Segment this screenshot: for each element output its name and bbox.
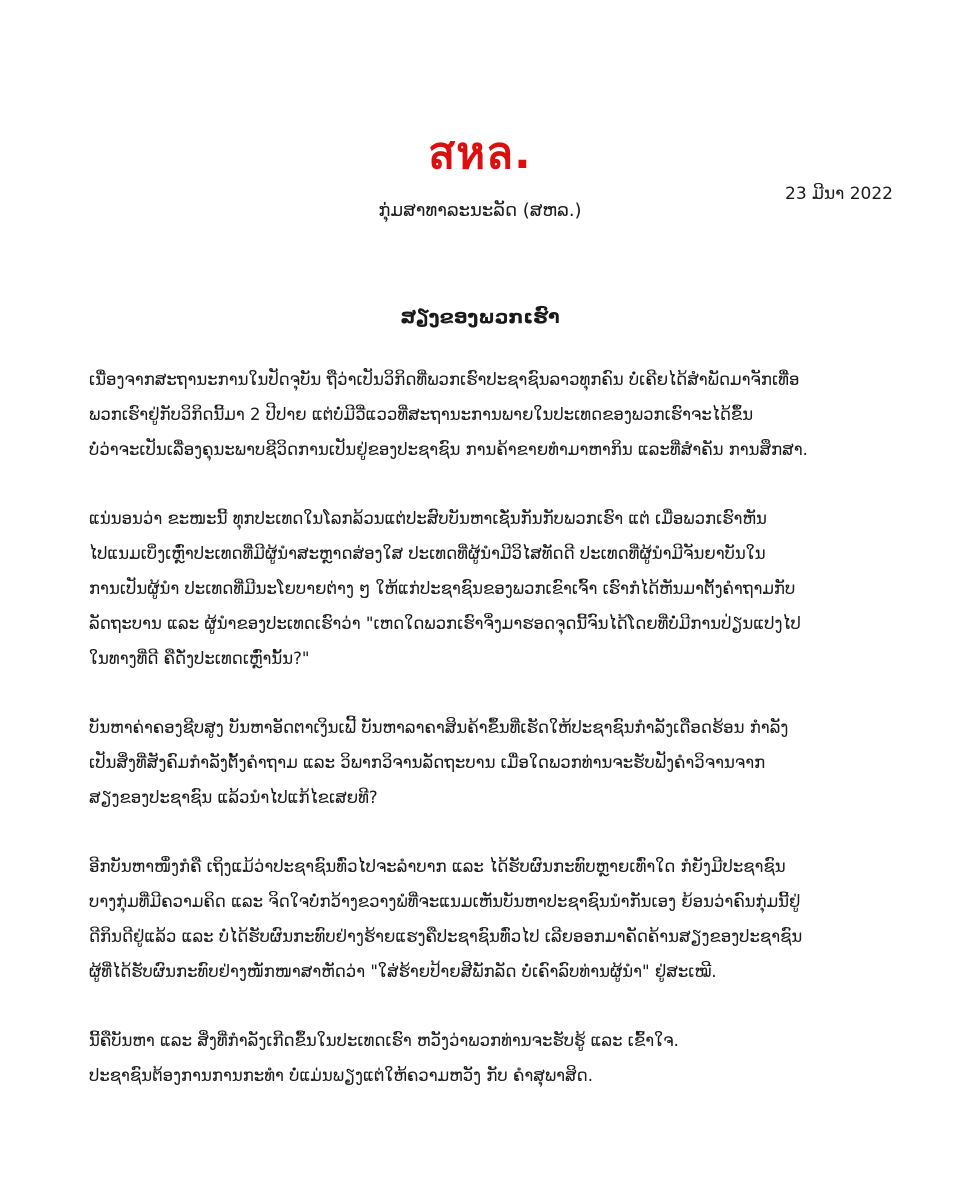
text-line: ບໍ່ວ່າຈະເປັນເລື່ອງຄຸນະພາບຊີວິດການເປັນຢູ່ຂອງປະຊາຊົນ ການຄ້າຂາຍທຳມາຫາກິນ ແລະທີ່ສຳຄັນ ການສຶກສາ. — [89, 440, 808, 459]
paragraph — [89, 849, 889, 989]
text-line: ການເປັນຜູ້ນຳ ປະເທດທີ່ມີນະໂຍບາຍຕ່າງ ໆ ໃຫ້ແກ່ປະຊາຊົນຂອງພວກເຂົາເຈົ້າ ເຮົາກໍໄດ້ຫັນມາຕັ້ງຄຳຖາມກັບ — [89, 579, 796, 598]
paragraph — [89, 501, 889, 676]
text-line: ເປັນສິ່ງທີ່ສັງຄົມກຳລັງຕັ້ງຄຳຖາມ ແລະ ວິພາກວິຈານລັດຖະບານ ເມື່ອໃດພວກທ່ານຈະຮັບຟັງຄຳວິຈານຈາກ — [89, 753, 766, 772]
text-line: ເນື່ອງຈາກສະຖານະການໃນປັດຈຸບັນ ຖືວ່າເປັນວິກິດທີ່ພວກເຮົາປະຊາຊົນລາວທຸກຄົນ ບໍ່ເຄີຍໄດ້ສຳພັດມາຈັກເທື່ອ — [89, 370, 800, 389]
text-line: ແນ່ນອນວ່າ ຂະໜະນີ້ ທຸກປະເທດໃນໂລກລ້ວນແຕ່ປະສົບບັນຫາເຊັ່ນກັນກັບພວກເຮົາ ແຕ່ ເມື່ອພວກເຮົາຫັນ — [89, 509, 767, 528]
paragraph — [89, 710, 889, 815]
document-title: ສຽງຂອງພວກເຮົາ — [400, 306, 560, 328]
text-line: ດີກິນດີຢູ່ແລ້ວ ແລະ ບໍ່ໄດ້ຮັບຜົນກະທົບຢ່າງຮ້າຍແຮງຄືປະຊາຊົນທົ່ວໄປ ເລີຍອອກມາຄັດຄ້ານສຽງຂອງປະຊາຊົນ — [89, 927, 803, 946]
text-line: ໃນທາງທີ່ດີ ຄືດັ່ງປະເທດເຫຼົ່ານັ້ນ?" — [89, 649, 310, 668]
paragraph — [89, 1023, 889, 1093]
text-line: ລັດຖະບານ ແລະ ຜູ້ນຳຂອງປະເທດເຮົາວ່າ "ເຫດໃດພວກເຮົາຈິ່ງມາຮອດຈຸດນີ້ຈົນໄດ້ໂດຍທີ່ບໍ່ມີການປ່ຽນແປງໄປ — [89, 614, 801, 633]
text-line: ໄປແນມເບິ່ງເຫຼົ່າປະເທດທີ່ມີຜູ້ນຳສະຫຼາດສ່ອງໃສ ປະເທດທີ່ຜູ້ນຳມີວິໄສທັດດີ ປະເທດທີ່ຜູ້ນຳມີຈັນຍາບັນໃນ — [89, 544, 766, 563]
text-line: ອີກບັນຫາໜຶ່ງກໍຄື ເຖິງແມ້ວ່າປະຊາຊົນທົ່ວໄປຈະລຳບາກ ແລະ ໄດ້ຮັບຜົນກະທົບຫຼາຍເທົ່າໃດ ກໍຍັງມີປະຊາຊົນ — [89, 857, 786, 876]
text-line: ນີ້ຄືບັນຫາ ແລະ ສິ່ງທີ່ກຳລັງເກີດຂຶ້ນໃນປະເທດເຮົາ ຫວັງວ່າພວກທ່ານຈະຮັບຮູ້ ແລະ ເຂົ້າໃຈ. — [89, 1031, 679, 1050]
paragraph — [89, 362, 889, 467]
text-line: ພວກເຮົາຢູ່ກັບວິກິດນີ້ມາ 2 ປີປາຍ ແຕ່ບໍ່ມີວີ່ແວວທີ່ສະຖານະການພາຍໃນປະເທດຂອງພວກເຮົາຈະໄດ້ຂຶ້ນ — [89, 405, 754, 424]
text-line: ປະຊາຊົນຕ້ອງການການກະທຳ ບໍ່ແມ່ນພຽງແຕ່ໃຫ້ຄວາມຫວັງ ກັບ ຄຳສຸພາສິດ. — [89, 1066, 593, 1085]
text-line: ບັນຫາຄ່າຄອງຊີບສູງ ບັນຫາອັດຕາເງິນເຟີ້ ບັນຫາລາຄາສິນຄ້າຂຶ້ນທີ່ເຮັດໃຫ້ປະຊາຊົນກຳລັງເດືອດຮ້ອນ ກຳລັງ — [89, 718, 789, 737]
text-line: ບາງກຸ່ມທີ່ມີຄວາມຄິດ ແລະ ຈິດໃຈບໍ່ກວ້າງຂວາງພໍທີ່ຈະແນມເຫັນບັນຫາປະຊາຊົນນຳກັນເອງ ຍ້ອນວ່າຄົນກຸ່ມນີ້ຢູ່ — [89, 892, 801, 911]
document-date: 23 ມີນາ 2022 — [785, 184, 893, 204]
logo: สหล. — [428, 128, 532, 179]
text-line: ຜູ້ທີ່ໄດ້ຮັບຜົນກະທົບຢ່າງໜັກໜາສາຫັດວ່າ "ໃສ່ຮ້າຍປ້າຍສີພັກລັດ ບໍ່ເຄົາລົບທ່ານຜູ້ນຳ" ຢູ່ສະເໝີ. — [89, 962, 717, 981]
document-body — [89, 362, 889, 1127]
organization-name: ກຸ່ມສາທາລະນະລັດ (ສຫລ.) — [378, 200, 582, 221]
text-line: ສຽງຂອງປະຊາຊົນ ແລ້ວນຳໄປແກ້ໄຂເສຍທີ? — [89, 788, 378, 807]
